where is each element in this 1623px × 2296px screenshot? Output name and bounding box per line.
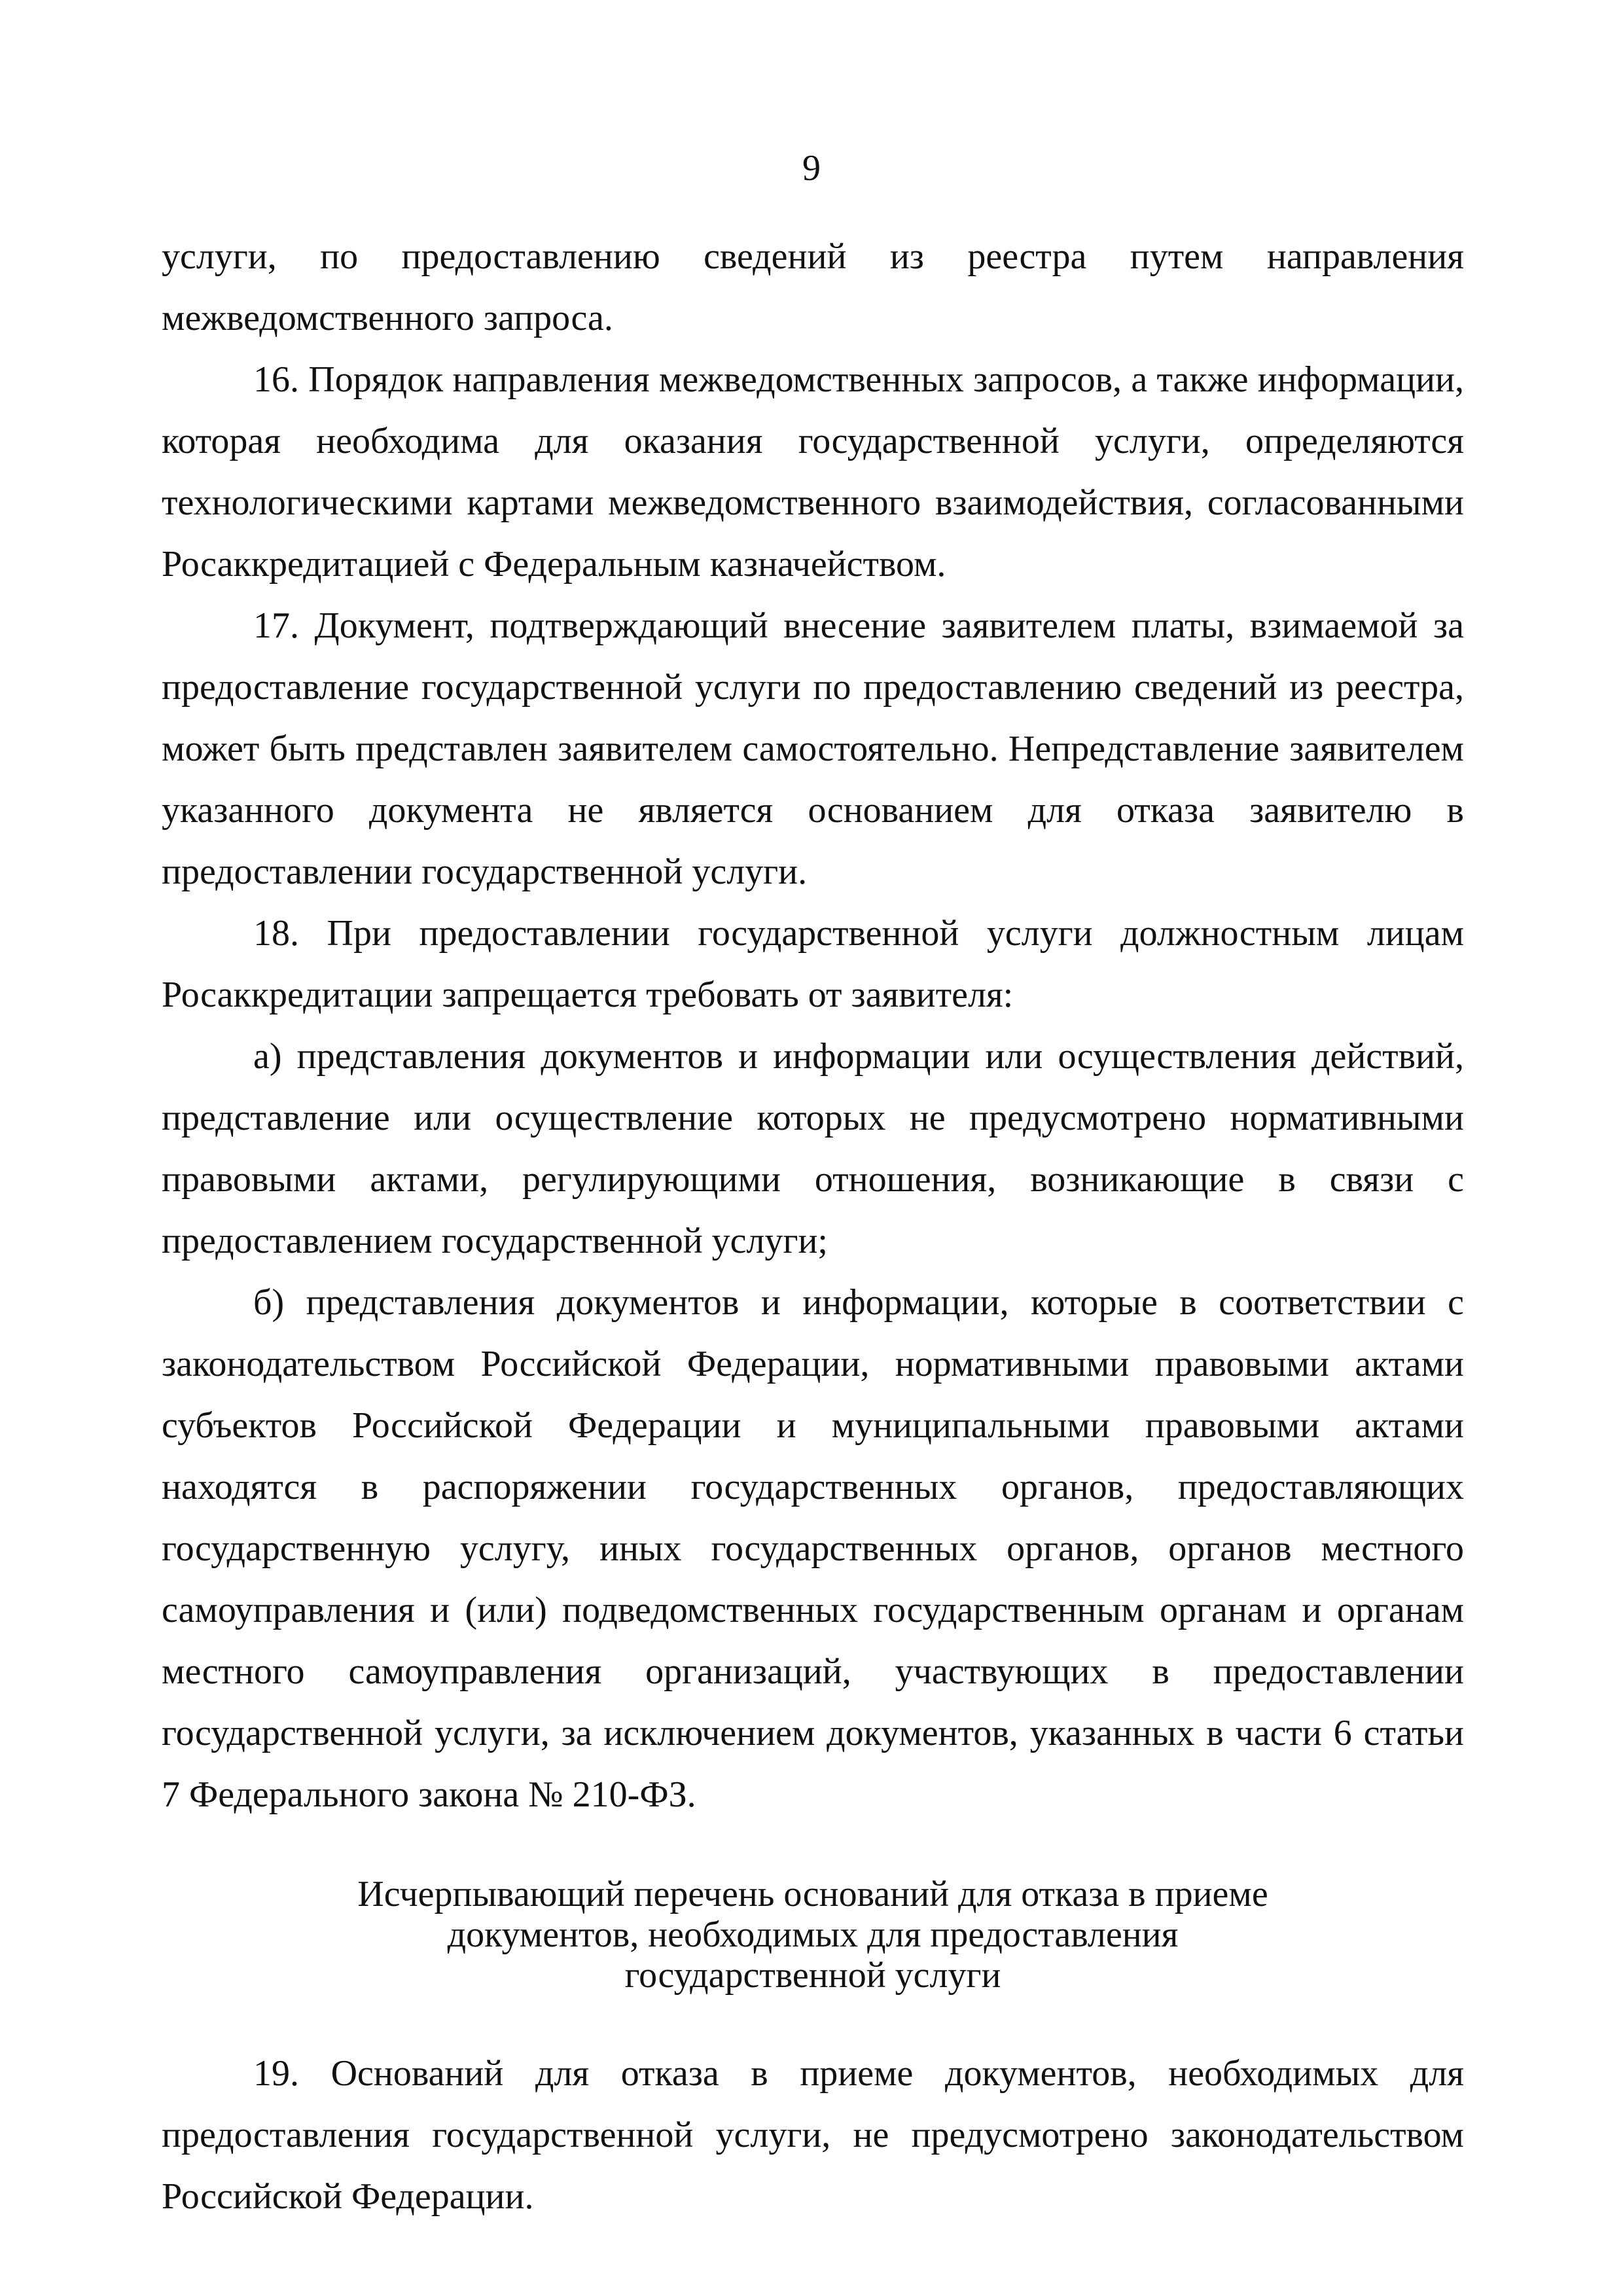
section-heading-line-2: документов, необходимых для предоставления <box>447 1914 1179 1955</box>
section-heading <box>162 1874 1464 1996</box>
section-heading-line-1: Исчерпывающий перечень оснований для отказа в приеме <box>357 1874 1268 1914</box>
paragraph-17: 17. Документ, подтверждающий внесение заявителем платы, взимаемой за предоставление государственной услуги по предоставлению сведений из реестра, может быть представлен заявителем самостоятельно. Непредставление заявителем указанного документа не является основанием для отказа заявителю в предоставлении государственной услуги. <box>162 605 1464 892</box>
paragraph-16: 16. Порядок направления межведомственных запросов, а также информации, которая необходима для оказания государственной услуги, определяются технологическими картами межведомственного взаимодействия, согласованными Росаккредитацией с Федеральным казначейством. <box>162 359 1464 584</box>
section-heading-line-3: государственной услуги <box>624 1955 1001 1996</box>
paragraph-18-b: б) представления документов и информации, которые в соответствии с законодательством Российской Федерации, нормативными правовыми актами субъектов Российской Федерации и муниципальными правовыми актами находятся в распоряжении государственных органов, предоставляющих государственную услугу, иных государственных органов, органов местного самоуправления и (или) подведомственных государственным органам и органам местного самоуправления организаций, участвующих в предоставлении государственной услуги, за исключением документов, указанных в части 6 статьи 7 Федерального закона № 210-ФЗ. <box>162 1282 1464 1815</box>
paragraph-18-a: а) представления документов и информации или осуществления действий, представление или осуществление которых не предусмотрено нормативными правовыми актами, регулирующими отношения, возникающие в связи с предоставлением государственной услуги; <box>162 1036 1464 1261</box>
paragraph-19: 19. Оснований для отказа в приеме документов, необходимых для предоставления государственной услуги, не предусмотрено законодательством Российской Федерации. <box>162 2053 1464 2217</box>
document-body <box>162 226 1464 2227</box>
paragraph-continuation: услуги, по предоставлению сведений из реестра путем направления межведомственного запроса. <box>162 236 1464 338</box>
page-number: 9 <box>802 148 821 188</box>
paragraph-18: 18. При предоставлении государственной услуги должностным лицам Росаккредитации запрещается требовать от заявителя: <box>162 913 1464 1015</box>
